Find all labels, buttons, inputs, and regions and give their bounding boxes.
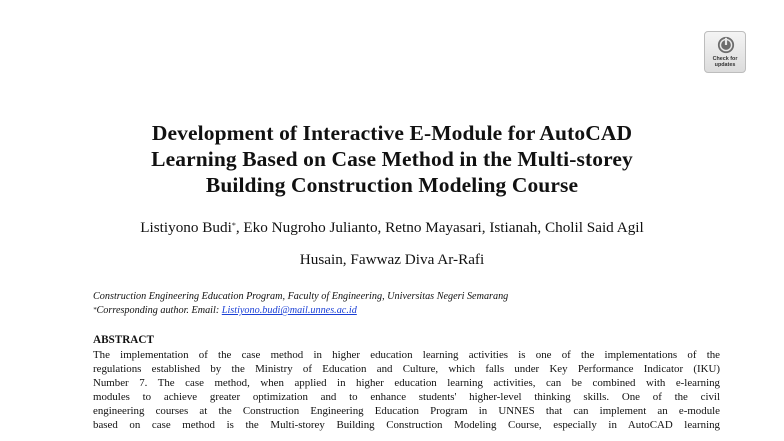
check-for-updates-icon [717, 36, 735, 54]
corresponding-author-mark: * [93, 306, 97, 314]
corresponding-author-mark: * [231, 221, 236, 230]
title-line: Learning Based on Case Method in the Multi-storey [151, 147, 633, 171]
abstract-line: engineering courses at the Construction Engineering Education Program in UNNES that can implement an e-module [93, 405, 720, 417]
title-line: Development of Interactive E-Module for AutoCAD [151, 121, 633, 145]
author-names: , Eko Nugroho Julianto, Retno Mayasari, Istianah, Cholil Said Agil [235, 219, 644, 236]
corresponding-author [93, 304, 357, 317]
abstract-line: The implementation of the case method in higher education learning activities is one of the implementations of the [93, 349, 720, 361]
author-name: Listiyono Budi [140, 219, 232, 236]
author-list-line-2: Husain, Fawwaz Diva Ar-Rafi [299, 251, 485, 268]
affiliation: Construction Engineering Education Program, Faculty of Engineering, Universitas Negeri Semarang [93, 291, 509, 302]
check-for-updates-label: Check for updates [712, 56, 738, 68]
abstract-heading: ABSTRACT [93, 334, 154, 346]
author-list-line-1 [80, 219, 704, 237]
abstract-line: Number 7. The case method, when applied in higher education learning activities, can be combined with e-learning [93, 377, 720, 389]
check-for-updates-badge[interactable] [704, 31, 746, 73]
abstract-line: regulations established by the Ministry of Education and Culture, which falls under Key Performance Indicator (IKU) [93, 363, 720, 375]
corresponding-author-label: Corresponding author. Email: [96, 305, 222, 316]
abstract-line: modules to achieve greater optimization and to enhance students' higher-level thinking skills. One of the civil [93, 391, 720, 403]
corresponding-author-email-link[interactable]: Listiyono.budi@mail.unnes.ac.id [221, 305, 357, 316]
title-line: Building Construction Modeling Course [205, 173, 579, 197]
paper-title [90, 120, 694, 198]
abstract-line: based on case method is the Multi-storey Building Construction Modeling Course, especially in AutoCAD learning [93, 419, 720, 431]
